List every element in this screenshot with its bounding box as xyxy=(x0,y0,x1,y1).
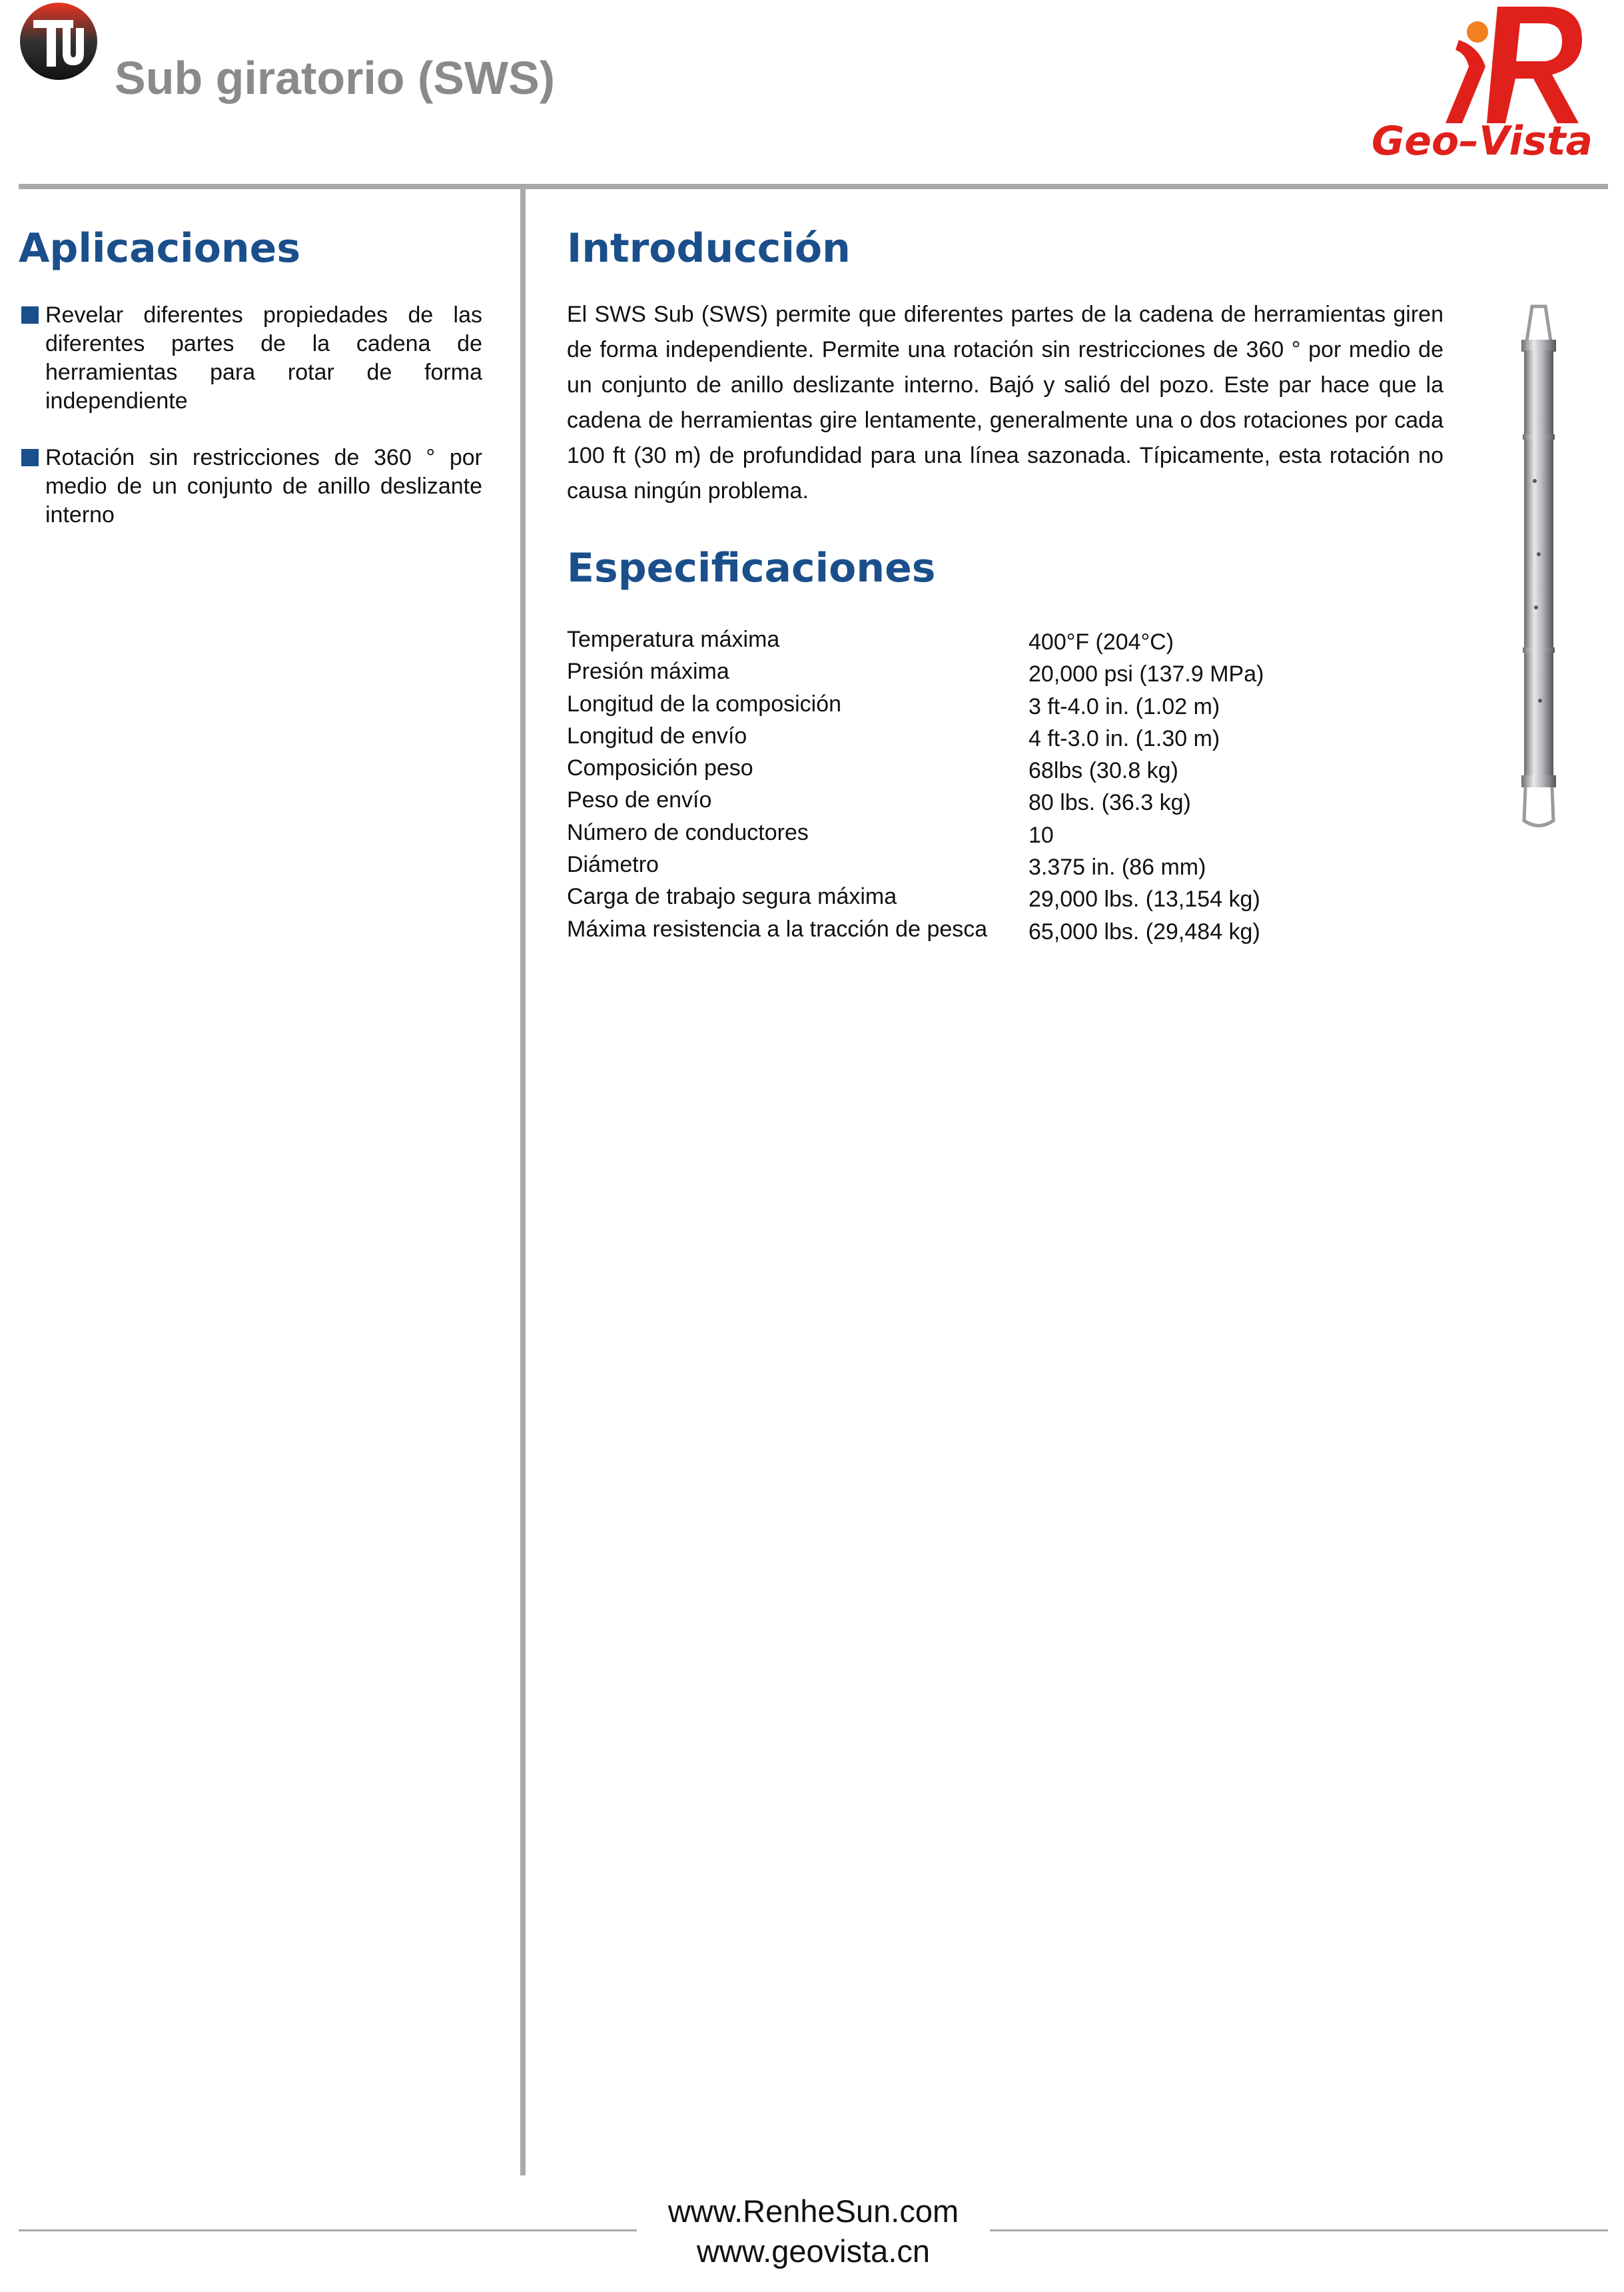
spec-label: Número de conductores xyxy=(567,819,809,845)
table-row xyxy=(567,657,1264,689)
sws-tool-image-icon xyxy=(1512,301,1565,834)
header-divider xyxy=(19,184,1608,189)
spec-value: 3 ft-4.0 in. (1.02 m) xyxy=(1028,693,1220,719)
spec-value: 29,000 lbs. (13,154 kg) xyxy=(1028,887,1260,913)
spec-value: 3.375 in. (86 mm) xyxy=(1028,855,1206,881)
footer-link-renhesun[interactable]: www.RenheSun.com xyxy=(667,2193,959,2229)
spec-label: Carga de trabajo segura máxima xyxy=(567,884,897,910)
spec-label: Peso de envío xyxy=(567,787,712,813)
spec-label: Composición peso xyxy=(567,755,753,781)
especificaciones-heading: Especificaciones xyxy=(567,545,936,591)
table-row xyxy=(567,785,1264,817)
spec-value: 10 xyxy=(1028,822,1054,848)
spec-label: Temperatura máxima xyxy=(567,627,780,652)
spec-value: 68lbs (30.8 kg) xyxy=(1028,758,1178,784)
column-divider xyxy=(520,189,526,2175)
tu-logo-icon xyxy=(19,1,99,81)
spec-value: 4 ft-3.0 in. (1.30 m) xyxy=(1028,725,1220,751)
spec-label: Máxima resistencia a la tracción de pesca xyxy=(567,916,988,942)
introduccion-text: El SWS Sub (SWS) permite que diferentes partes de la cadena de herramientas giren de forma independiente. Permite una rotación sin restricciones de 360 ° por medio de un conjunto de anillo deslizante interno. Bajó y salió del pozo. Este par hace que la cadena de herramientas gire lentamente, generalmente una o dos rotaciones por cada 100 ft (30 m) de profundidad para una línea sazonada. Típicamente, esta rotación no causa ningún problema. xyxy=(567,302,1443,504)
footer-link-geovista[interactable]: www.geovista.cn xyxy=(696,2233,931,2269)
footer-divider-left xyxy=(19,2229,637,2231)
spec-label: Diámetro xyxy=(567,852,659,878)
table-row xyxy=(567,625,1264,657)
aplicaciones-list xyxy=(20,301,482,558)
list-item xyxy=(20,444,482,530)
geo-vista-logo-icon xyxy=(1346,0,1619,167)
introduccion-heading: Introducción xyxy=(567,225,851,272)
table-row xyxy=(567,882,1264,914)
document-title: Sub giratorio (SWS) xyxy=(115,51,556,104)
spec-value: 65,000 lbs. (29,484 kg) xyxy=(1028,919,1260,945)
table-row xyxy=(567,915,1264,947)
table-row xyxy=(567,850,1264,882)
table-row xyxy=(567,818,1264,850)
list-item-text: Rotación sin restricciones de 360 ° por medio de un conjunto de anillo deslizante interno xyxy=(45,445,482,528)
spec-label: Presión máxima xyxy=(567,659,729,685)
list-item-text: Revelar diferentes propiedades de las diferentes partes de la cadena de herramientas para rotar de forma independiente xyxy=(45,302,482,414)
aplicaciones-heading: Aplicaciones xyxy=(19,225,301,272)
table-row xyxy=(567,721,1264,753)
spec-value: 400°F (204°C) xyxy=(1028,629,1174,655)
table-row xyxy=(567,689,1264,721)
spec-value: 80 lbs. (36.3 kg) xyxy=(1028,790,1191,816)
square-bullet-icon xyxy=(21,306,39,324)
spec-label: Longitud de envío xyxy=(567,723,747,749)
footer-divider-right xyxy=(990,2229,1608,2231)
table-row xyxy=(567,753,1264,785)
spec-value: 20,000 psi (137.9 MPa) xyxy=(1028,661,1264,687)
specifications-table xyxy=(567,625,1264,947)
square-bullet-icon xyxy=(21,449,39,466)
spec-label: Longitud de la composición xyxy=(567,691,842,717)
geo-vista-logo-text: Geo–Vista xyxy=(1372,118,1593,165)
list-item xyxy=(20,301,482,416)
